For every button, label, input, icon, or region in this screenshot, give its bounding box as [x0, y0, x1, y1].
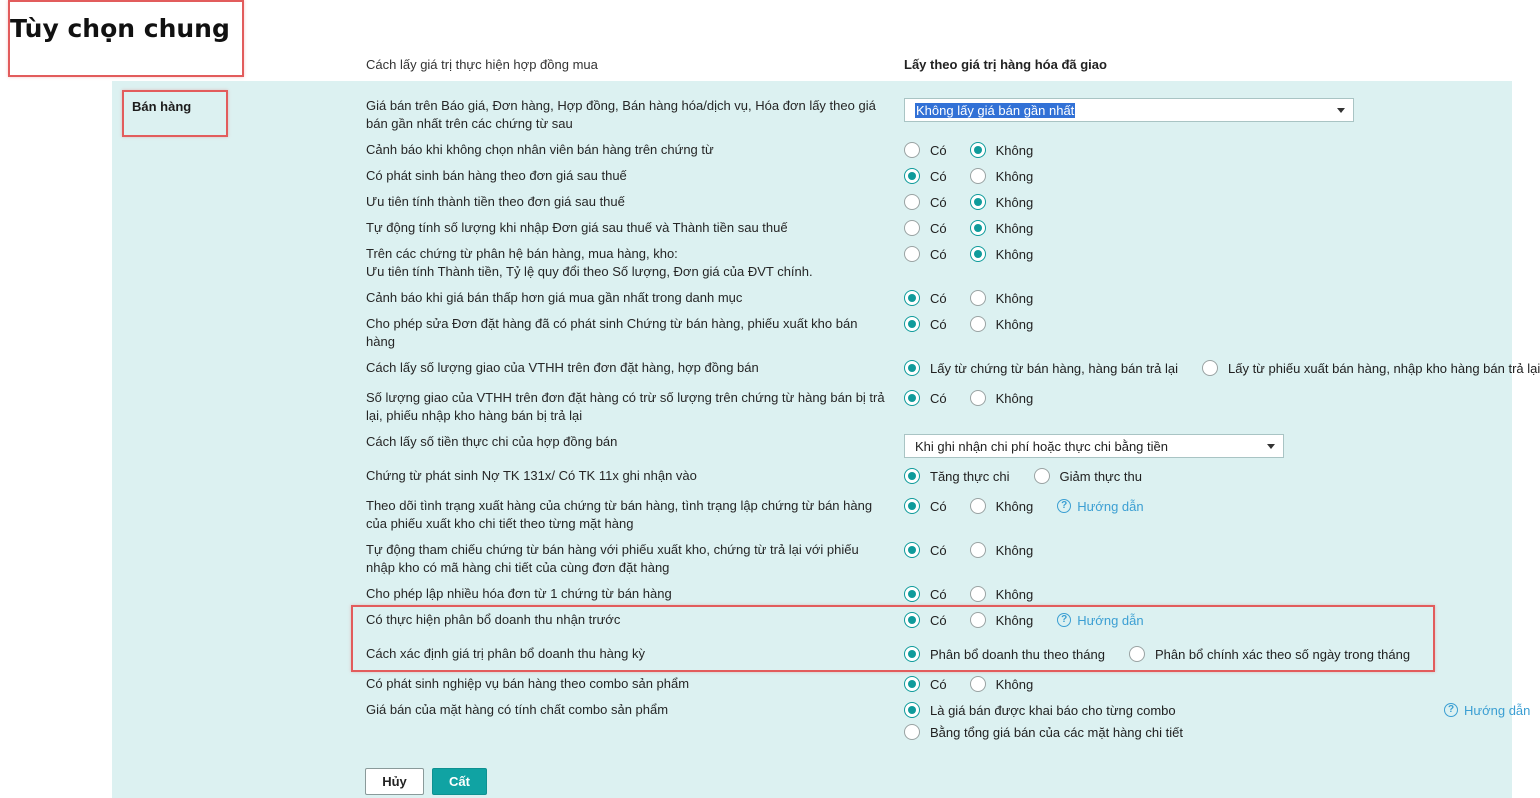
row-label-edit-order: Cho phép sửa Đơn đặt hàng đã có phát sinh Chứng từ bán hàng, phiếu xuất kho bán hàng	[366, 316, 858, 349]
help-link[interactable]: ? Hướng dẫn	[1057, 499, 1143, 514]
radio-button[interactable]	[904, 316, 920, 332]
page-title: Tùy chọn chung	[10, 14, 230, 43]
warn-no-salesperson-options	[904, 141, 1033, 159]
radio-button[interactable]	[970, 390, 986, 406]
radio-button[interactable]	[904, 468, 920, 484]
radio-button[interactable]	[1034, 468, 1050, 484]
help-link[interactable]: ? Hướng dẫn	[1057, 613, 1143, 628]
radio-button[interactable]	[904, 360, 920, 376]
radio-button[interactable]	[970, 168, 986, 184]
radio-option-sum-price[interactable]: Bằng tổng giá bán của các mặt hàng chi tiết	[904, 723, 1183, 741]
row-label-multiple-invoices: Cho phép lập nhiều hóa đơn từ 1 chứng từ bán hàng	[366, 586, 672, 601]
radio-option-decrease-receipt[interactable]: Giảm thực thu	[1034, 467, 1142, 485]
radio-option-from-sales-docs[interactable]: Lấy từ chứng từ bán hàng, hàng bán trả lại	[904, 359, 1178, 377]
module-priority-options	[904, 245, 1033, 263]
debit-credit-record-options	[904, 467, 1142, 485]
priority-amount-options	[904, 193, 1033, 211]
radio-option-khong[interactable]: Không	[970, 389, 1034, 407]
question-circle-icon: ?	[1057, 613, 1071, 627]
radio-button[interactable]	[904, 498, 920, 514]
chevron-down-icon[interactable]	[1337, 108, 1345, 113]
radio-button[interactable]	[970, 586, 986, 602]
radio-option-khong[interactable]: Không	[970, 315, 1034, 333]
combo-price-option-2	[904, 723, 1183, 741]
radio-option-declared-price[interactable]: Là giá bán được khai báo cho từng combo	[904, 701, 1176, 719]
radio-button[interactable]	[904, 390, 920, 406]
row-label-track-shipping-status: Theo dõi tình trạng xuất hàng của chứng từ bán hàng, tình trạng lập chứng từ bán hàng của phiếu xuất kho chi tiết theo từng mặt hàng	[366, 498, 873, 531]
row-label-priority-amount: Ưu tiên tính thành tiền theo đơn giá sau thuế	[366, 194, 625, 209]
radio-button[interactable]	[904, 290, 920, 306]
row-label-auto-reference: Tự động tham chiếu chứng từ bán hàng với phiếu xuất kho, chứng từ trả lại với phiếu nhập kho có mã hàng chi tiết của cùng đơn đặt hàng	[366, 542, 859, 575]
question-circle-icon: ?	[1057, 499, 1071, 513]
radio-option-from-issue-slips[interactable]: Lấy từ phiếu xuất bán hàng, nhập kho hàng bán trả lại	[1202, 359, 1540, 377]
radio-option-co[interactable]: Có	[904, 315, 947, 333]
row-label-actual-spend: Cách lấy số tiền thực chi của hợp đồng bán	[366, 434, 618, 449]
radio-option-khong[interactable]: Không	[970, 675, 1034, 693]
radio-option-khong[interactable]: Không	[970, 497, 1034, 515]
chevron-down-icon[interactable]	[1267, 444, 1275, 449]
row-label-after-tax-price: Có phát sinh bán hàng theo đơn giá sau thuế	[366, 168, 627, 183]
radio-option-co[interactable]: Có	[904, 245, 947, 263]
radio-button[interactable]	[904, 246, 920, 262]
row-label-warn-no-salesperson: Cảnh báo khi không chọn nhân viên bán hàng trên chứng từ	[366, 142, 714, 157]
radio-option-co[interactable]: Có	[904, 585, 947, 603]
radio-button[interactable]	[904, 702, 920, 718]
radio-option-khong[interactable]: Không	[970, 289, 1034, 307]
combo-price-help	[1444, 701, 1530, 719]
question-circle-icon: ?	[1444, 703, 1458, 717]
radio-option-khong[interactable]: Không	[970, 219, 1034, 237]
radio-button[interactable]	[970, 676, 986, 692]
radio-button[interactable]	[904, 676, 920, 692]
radio-button[interactable]	[904, 220, 920, 236]
row-label-module-priority	[366, 245, 888, 281]
radio-button[interactable]	[904, 194, 920, 210]
radio-button[interactable]	[970, 542, 986, 558]
auto-quantity-options	[904, 219, 1033, 237]
save-button[interactable]: Cất	[432, 768, 487, 795]
radio-option-co[interactable]: Có	[904, 389, 947, 407]
actual-spend-select-value: Khi ghi nhận chi phí hoặc thực chi bằng tiền	[915, 438, 1168, 454]
title-highlight-box	[8, 0, 244, 77]
radio-button[interactable]	[904, 542, 920, 558]
delivered-quantity-source-options	[904, 359, 1540, 377]
radio-option-by-month[interactable]: Phân bổ doanh thu theo tháng	[904, 645, 1105, 663]
radio-button[interactable]	[970, 246, 986, 262]
edit-order-options	[904, 315, 1033, 333]
radio-button[interactable]	[970, 290, 986, 306]
auto-reference-options	[904, 541, 1033, 559]
combo-price-option-1	[904, 701, 1176, 719]
track-shipping-status-options	[904, 497, 1144, 515]
combo-sales-options	[904, 675, 1033, 693]
radio-option-co[interactable]: Có	[904, 497, 947, 515]
section-highlight-box	[122, 90, 228, 137]
row-label-latest-price: Giá bán trên Báo giá, Đơn hàng, Hợp đồng, Bán hàng hóa/dịch vụ, Hóa đơn lấy theo giá bán gần nhất trên các chứng từ sau	[366, 98, 876, 131]
radio-button[interactable]	[904, 586, 920, 602]
row-label-debit-credit-record: Chứng từ phát sinh Nợ TK 131x/ Có TK 11x ghi nhận vào	[366, 468, 697, 483]
deferred-revenue-highlight-box	[351, 605, 1435, 672]
low-price-warning-options	[904, 289, 1033, 307]
radio-button[interactable]	[970, 498, 986, 514]
radio-button[interactable]	[970, 316, 986, 332]
radio-option-khong[interactable]: Không	[970, 585, 1034, 603]
after-tax-price-options	[904, 167, 1033, 185]
radio-option-khong[interactable]: Không	[970, 245, 1034, 263]
latest-price-select-value: Không lấy giá bán gần nhất	[916, 102, 1075, 118]
radio-option-khong[interactable]: Không	[970, 611, 1034, 629]
radio-option-co[interactable]: Có	[904, 141, 947, 159]
radio-option-co[interactable]: Có	[904, 219, 947, 237]
row-label-auto-quantity: Tự động tính số lượng khi nhập Đơn giá sau thuế và Thành tiền sau thuế	[366, 220, 788, 235]
purchase-contract-label: Cách lấy giá trị thực hiện hợp đồng mua	[366, 57, 598, 72]
help-link[interactable]: ? Hướng dẫn	[1444, 703, 1530, 718]
radio-button[interactable]	[904, 142, 920, 158]
radio-button[interactable]	[970, 220, 986, 236]
radio-option-khong[interactable]: Không	[970, 141, 1034, 159]
radio-option-by-days[interactable]: Phân bổ chính xác theo số ngày trong tháng	[1129, 645, 1410, 663]
row-label-deferred-revenue: Có thực hiện phân bổ doanh thu nhận trước	[366, 612, 621, 627]
radio-option-khong[interactable]: Không	[970, 541, 1034, 559]
cancel-button[interactable]: Hủy	[365, 768, 424, 795]
radio-option-co[interactable]: Có	[904, 193, 947, 211]
row-label-delivered-quantity-source: Cách lấy số lượng giao của VTHH trên đơn đặt hàng, hợp đồng bán	[366, 360, 759, 375]
row-label-allocation-method: Cách xác định giá trị phân bổ doanh thu hàng kỳ	[366, 646, 645, 661]
row-label-deduct-returns: Số lượng giao của VTHH trên đơn đặt hàng có trừ số lượng trên chứng từ hàng bán bị trả lại, phiếu nhập kho hàng bán bị trả lại	[366, 390, 885, 423]
radio-button[interactable]	[904, 168, 920, 184]
row-label-low-price-warning: Cảnh báo khi giá bán thấp hơn giá mua gần nhất trong danh mục	[366, 290, 743, 305]
radio-option-co[interactable]: Có	[904, 675, 947, 693]
deduct-returns-options	[904, 389, 1033, 407]
radio-button[interactable]	[904, 724, 920, 740]
radio-option-co[interactable]: Có	[904, 541, 947, 559]
radio-option-co[interactable]: Có	[904, 611, 947, 629]
radio-button[interactable]	[970, 142, 986, 158]
latest-price-select[interactable]	[904, 98, 1354, 122]
radio-option-increase-spend[interactable]: Tăng thực chi	[904, 467, 1010, 485]
row-label-module-priority-line2: Ưu tiên tính Thành tiền, Tỷ lệ quy đổi theo Số lượng, Đơn giá của ĐVT chính.	[366, 264, 813, 279]
section-label-sales: Bán hàng	[132, 99, 192, 114]
radio-button[interactable]	[970, 194, 986, 210]
actual-spend-select[interactable]	[904, 434, 1284, 458]
multiple-invoices-options	[904, 585, 1033, 603]
row-label-module-priority-line1: Trên các chứng từ phân hệ bán hàng, mua hàng, kho:	[366, 246, 678, 261]
row-label-combo-sales: Có phát sinh nghiệp vụ bán hàng theo combo sản phẩm	[366, 676, 690, 691]
radio-button[interactable]	[1202, 360, 1218, 376]
radio-option-khong[interactable]: Không	[970, 167, 1034, 185]
radio-option-khong[interactable]: Không	[970, 193, 1034, 211]
purchase-contract-value: Lấy theo giá trị hàng hóa đã giao	[904, 57, 1107, 72]
row-label-combo-price: Giá bán của mặt hàng có tính chất combo sản phẩm	[366, 702, 669, 717]
radio-option-co[interactable]: Có	[904, 167, 947, 185]
radio-option-co[interactable]: Có	[904, 289, 947, 307]
